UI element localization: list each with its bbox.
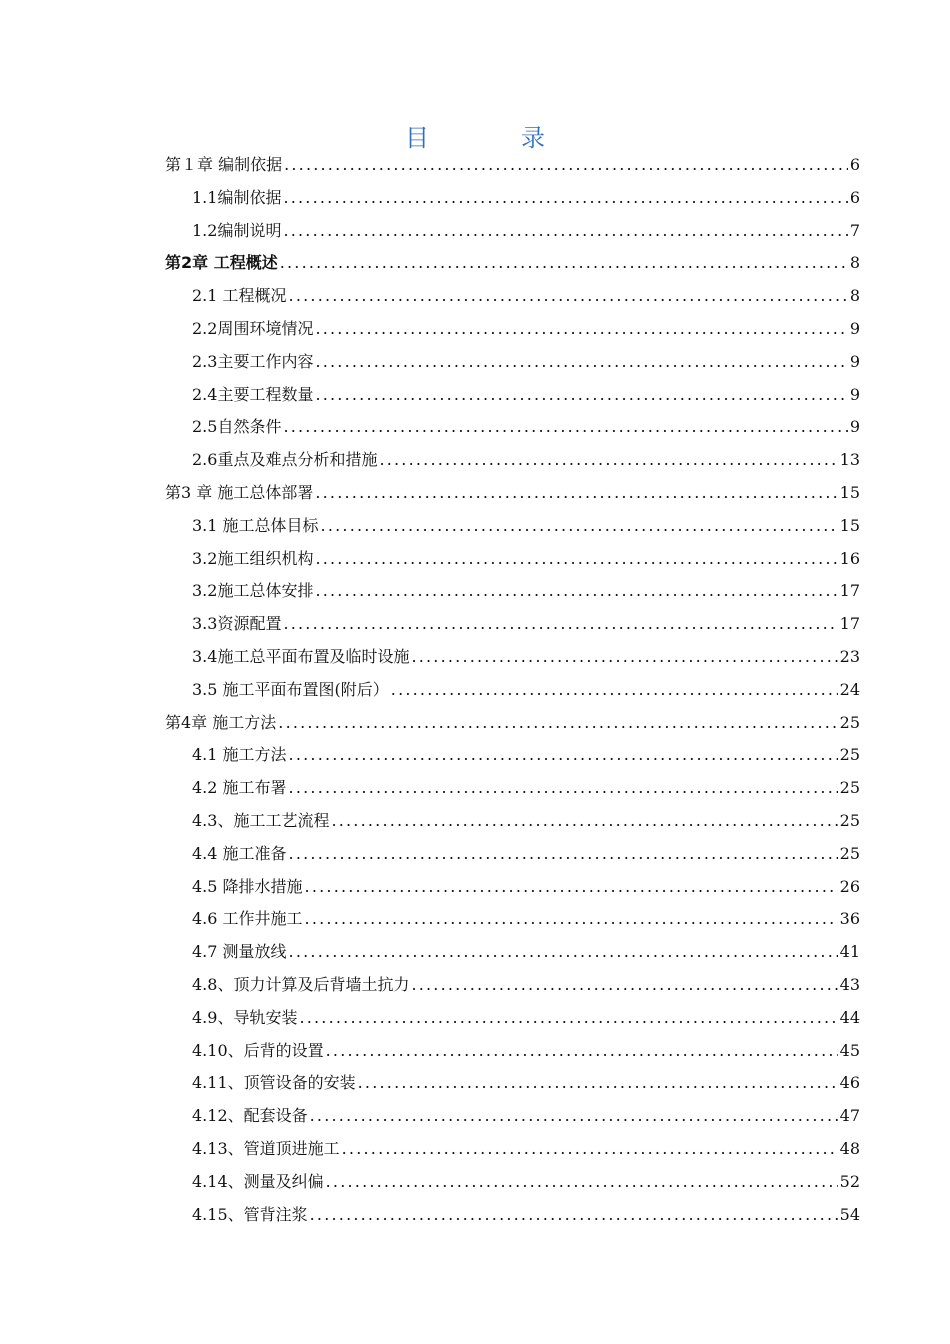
toc-leader-dots	[411, 972, 837, 998]
toc-entry[interactable]	[192, 611, 860, 637]
toc-entry-label: 3.3资源配置	[192, 614, 282, 634]
toc-entry[interactable]	[192, 349, 860, 375]
toc-leader-dots	[326, 1038, 838, 1064]
toc-entry[interactable]	[165, 710, 860, 736]
toc-entry-label: 3.5 施工平面布置图(附后）	[192, 679, 389, 699]
toc-entry-page-number: 26	[839, 876, 860, 896]
toc-entry-label: 1.2编制说明	[192, 220, 282, 240]
toc-entry-label: 4.11、顶管设备的安装	[192, 1073, 356, 1093]
toc-title-char-2: 录	[521, 124, 545, 152]
toc-entry-page-number: 25	[839, 745, 860, 765]
toc-entry-page-number: 48	[839, 1139, 860, 1158]
toc-entry-page-number: 25	[839, 843, 860, 863]
toc-entry-page-number: 45	[839, 1040, 860, 1060]
toc-entry[interactable]	[192, 1202, 860, 1228]
toc-leader-dots	[289, 742, 838, 768]
toc-entry-page-number: 41	[839, 942, 860, 962]
toc-entry-label: 2.4主要工程数量	[192, 384, 314, 404]
toc-entry-label: 4.2 施工布署	[192, 778, 287, 798]
toc-entry[interactable]	[192, 1103, 860, 1129]
toc-entry-page-number: 47	[839, 1106, 860, 1126]
toc-entry[interactable]	[192, 546, 860, 572]
toc-entry-page-number: 8	[849, 286, 860, 306]
toc-leader-dots	[342, 1136, 838, 1162]
toc-entry[interactable]	[192, 1136, 860, 1162]
toc-leader-dots	[284, 152, 848, 178]
toc-entry-label: 4.8、顶力计算及后背墙土抗力	[192, 975, 410, 994]
toc-entry-page-number: 25	[839, 712, 860, 732]
toc-entry[interactable]	[192, 677, 860, 703]
toc-entry-label: 4.5 降排水措施	[192, 876, 303, 896]
toc-leader-dots	[315, 382, 847, 408]
toc-entry[interactable]	[192, 283, 860, 309]
toc-entry-label: 第4章 施工方法	[165, 712, 277, 732]
toc-leader-dots	[315, 480, 837, 506]
toc-entry-page-number: 52	[839, 1171, 860, 1191]
toc-entry-page-number: 15	[839, 515, 860, 535]
toc-entry-page-number: 9	[849, 384, 860, 404]
toc-leader-dots	[289, 283, 848, 309]
toc-entry-page-number: 8	[849, 253, 860, 273]
toc-entry-label: 4.1 施工方法	[192, 745, 287, 765]
toc-entry-page-number: 17	[839, 581, 860, 601]
toc-entry-label: 3.4施工总平面布置及临时设施	[192, 647, 410, 666]
toc-entry[interactable]	[192, 1169, 860, 1195]
toc-entry-label: 2.6重点及难点分析和措施	[192, 450, 378, 470]
toc-leader-dots	[315, 349, 847, 375]
toc-entry[interactable]	[165, 480, 860, 506]
toc-leader-dots	[280, 250, 848, 276]
toc-entry[interactable]	[192, 218, 860, 244]
toc-entry-label: 4.10、后背的设置	[192, 1040, 324, 1060]
toc-title	[0, 118, 950, 153]
toc-entry[interactable]	[192, 447, 860, 473]
toc-entry-page-number: 44	[839, 1007, 860, 1027]
toc-entry[interactable]	[192, 578, 860, 604]
toc-entry-label: 第１章 编制依据	[165, 155, 283, 174]
toc-entry-page-number: 15	[839, 483, 860, 502]
toc-entry-label: 4.7 测量放线	[192, 942, 287, 962]
toc-entry[interactable]	[192, 841, 860, 867]
toc-entry-page-number: 36	[839, 909, 860, 929]
toc-entry-label: 4.12、配套设备	[192, 1106, 308, 1126]
toc-leader-dots	[411, 644, 837, 670]
toc-leader-dots	[310, 1202, 838, 1228]
toc-entry-page-number: 7	[849, 220, 860, 240]
toc-entry-label: 4.6 工作井施工	[192, 909, 303, 929]
toc-entry-page-number: 25	[839, 778, 860, 798]
toc-leader-dots	[289, 775, 838, 801]
toc-entry-label: 1.1编制依据	[192, 187, 282, 207]
toc-entry[interactable]	[192, 874, 860, 900]
toc-entry-label: 4.14、测量及纠偏	[192, 1171, 324, 1191]
toc-entry-label: 3.2施工总体安排	[192, 581, 314, 601]
toc-entry[interactable]	[192, 644, 860, 670]
toc-entry-page-number: 24	[839, 679, 860, 699]
toc-entry-page-number: 9	[849, 417, 860, 437]
toc-entry-page-number: 43	[839, 975, 860, 994]
toc-entry[interactable]	[192, 414, 860, 440]
toc-entry-label: 4.4 施工准备	[192, 843, 287, 863]
toc-entry-label: 4.3、施工工艺流程	[192, 811, 330, 830]
toc-entry[interactable]	[192, 185, 860, 211]
toc-entry[interactable]	[192, 1070, 860, 1096]
toc-leader-dots	[283, 414, 847, 440]
toc-entry[interactable]	[192, 382, 860, 408]
toc-entry-page-number: 46	[839, 1073, 860, 1093]
toc-entry-page-number: 54	[839, 1204, 860, 1224]
toc-title-char-1: 目	[405, 124, 429, 152]
toc-entry[interactable]	[192, 316, 860, 342]
toc-entry-label: 2.5自然条件	[192, 417, 282, 437]
toc-entry-label: 4.13、管道顶进施工	[192, 1139, 340, 1158]
toc-entry[interactable]	[192, 1038, 860, 1064]
toc-entry[interactable]	[192, 972, 860, 998]
toc-entry-page-number: 16	[839, 548, 860, 568]
toc-leader-dots	[283, 611, 837, 637]
toc-leader-dots	[391, 677, 838, 703]
toc-entry-label: 2.3主要工作内容	[192, 351, 314, 371]
toc-leader-dots	[358, 1070, 838, 1096]
toc-entry-page-number: 6	[849, 187, 860, 207]
toc-leader-dots	[321, 513, 838, 539]
toc-leader-dots	[305, 874, 838, 900]
toc-leader-dots	[315, 316, 847, 342]
toc-entry-page-number: 6	[849, 155, 860, 174]
toc-entry[interactable]	[192, 1005, 860, 1031]
toc-leader-dots	[278, 710, 837, 736]
toc-entry[interactable]	[192, 808, 860, 834]
toc-entry[interactable]	[192, 939, 860, 965]
toc-leader-dots	[283, 218, 847, 244]
toc-entry-label: 4.15、管背注浆	[192, 1204, 308, 1224]
toc-entry-page-number: 25	[839, 811, 860, 830]
toc-leader-dots	[315, 578, 837, 604]
toc-leader-dots	[326, 1169, 838, 1195]
toc-leader-dots	[289, 841, 838, 867]
toc-entry-label: 4.9、导轨安装	[192, 1007, 298, 1027]
toc-entry-label: 第2章 工程概述	[165, 253, 278, 273]
toc-entry-page-number: 9	[849, 351, 860, 371]
toc-entry-page-number: 17	[839, 614, 860, 634]
toc-leader-dots	[331, 808, 837, 834]
toc-leader-dots	[283, 185, 847, 211]
toc-entry-label: 第3 章 施工总体部署	[165, 483, 314, 502]
toc-entry-page-number: 23	[839, 647, 860, 666]
toc-entry[interactable]	[165, 152, 860, 178]
toc-entry-label: 2.2周围环境情况	[192, 319, 314, 338]
toc-entry-page-number: 13	[839, 450, 860, 470]
toc-entry-label: 3.2施工组织机构	[192, 548, 314, 568]
toc-entry[interactable]	[192, 775, 860, 801]
toc-entry[interactable]	[192, 906, 860, 932]
toc-leader-dots	[299, 1005, 837, 1031]
toc-leader-dots	[315, 546, 837, 572]
toc-entry-page-number: 9	[849, 319, 860, 338]
toc-leader-dots	[379, 447, 837, 473]
toc-entry-label: 3.1 施工总体目标	[192, 515, 319, 535]
toc-entry[interactable]	[192, 513, 860, 539]
toc-leader-dots	[310, 1103, 838, 1129]
toc-entry[interactable]	[165, 250, 860, 276]
toc-leader-dots	[289, 939, 838, 965]
toc-leader-dots	[305, 906, 838, 932]
toc-entry-label: 2.1 工程概况	[192, 286, 287, 306]
toc-entry[interactable]	[192, 742, 860, 768]
